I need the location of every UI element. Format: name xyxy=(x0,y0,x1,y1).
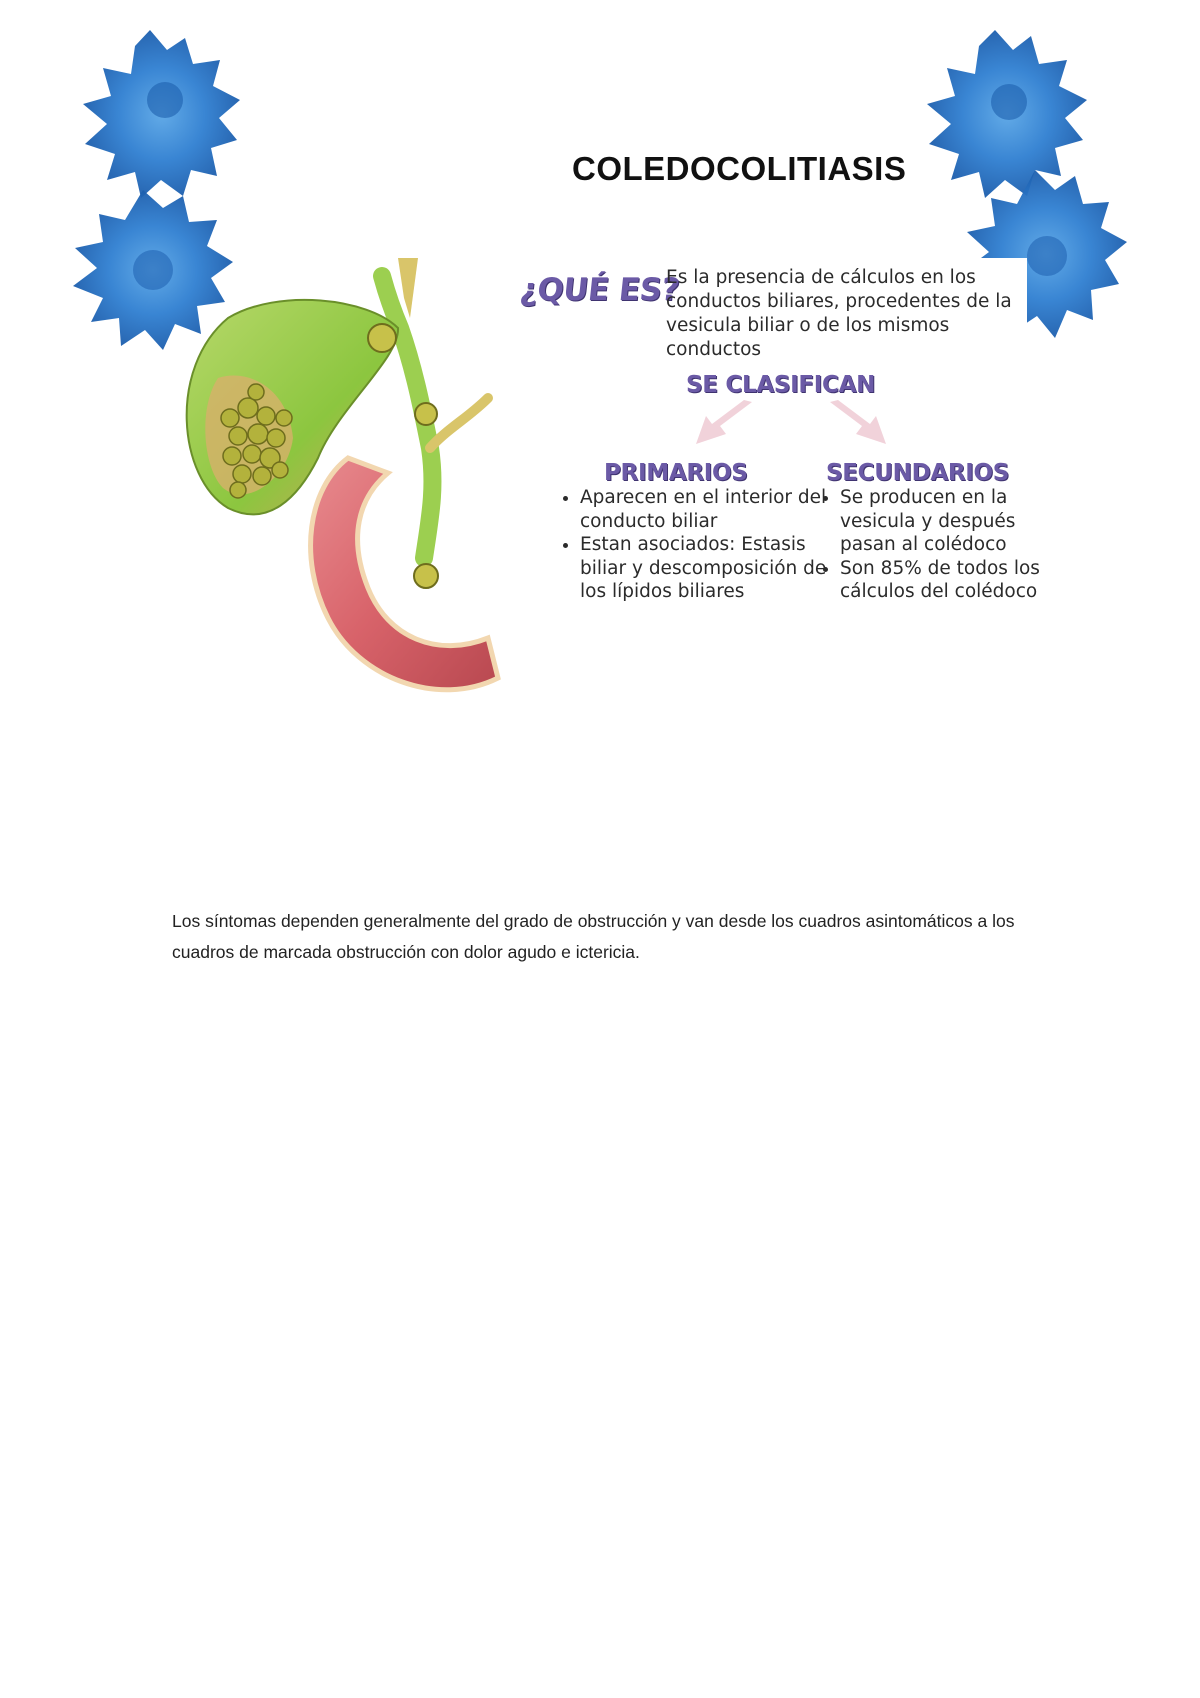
body-paragraph: Los síntomas dependen generalmente del grado de obstrucción y van desde los cuadros asintomáticos a los cuadros de marcada obstrucción con dolor agudo e ictericia. xyxy=(172,911,1015,962)
secundarios-item: • Son 85% de todos los cálculos del colédoco xyxy=(840,557,1055,604)
gallbladder-duct-illustration xyxy=(168,258,528,718)
primarios-item: • Aparecen en el interior del conducto biliar xyxy=(580,486,830,533)
arrow-left-icon xyxy=(690,398,760,452)
que-es-heading: ¿QUÉ ES? xyxy=(518,272,681,308)
arrow-right-icon xyxy=(822,398,892,452)
primarios-list xyxy=(558,486,830,604)
page-title: COLEDOCOLITIASIS xyxy=(572,150,907,187)
secundarios-list xyxy=(818,486,1055,604)
secundarios-heading: SECUNDARIOS xyxy=(826,460,1010,486)
primarios-item: • Estan asociados: Estasis biliar y descomposición de los lípidos biliares xyxy=(580,533,830,604)
primarios-heading: PRIMARIOS xyxy=(604,460,748,486)
definition-text: Es la presencia de cálculos en los conductos biliares, procedentes de la vesicula biliar o de los mismos conductos xyxy=(666,267,1012,360)
secundarios-item: • Se producen en la vesicula y después pasan al colédoco xyxy=(840,486,1055,557)
classify-label: SE CLASIFICAN xyxy=(686,372,876,398)
